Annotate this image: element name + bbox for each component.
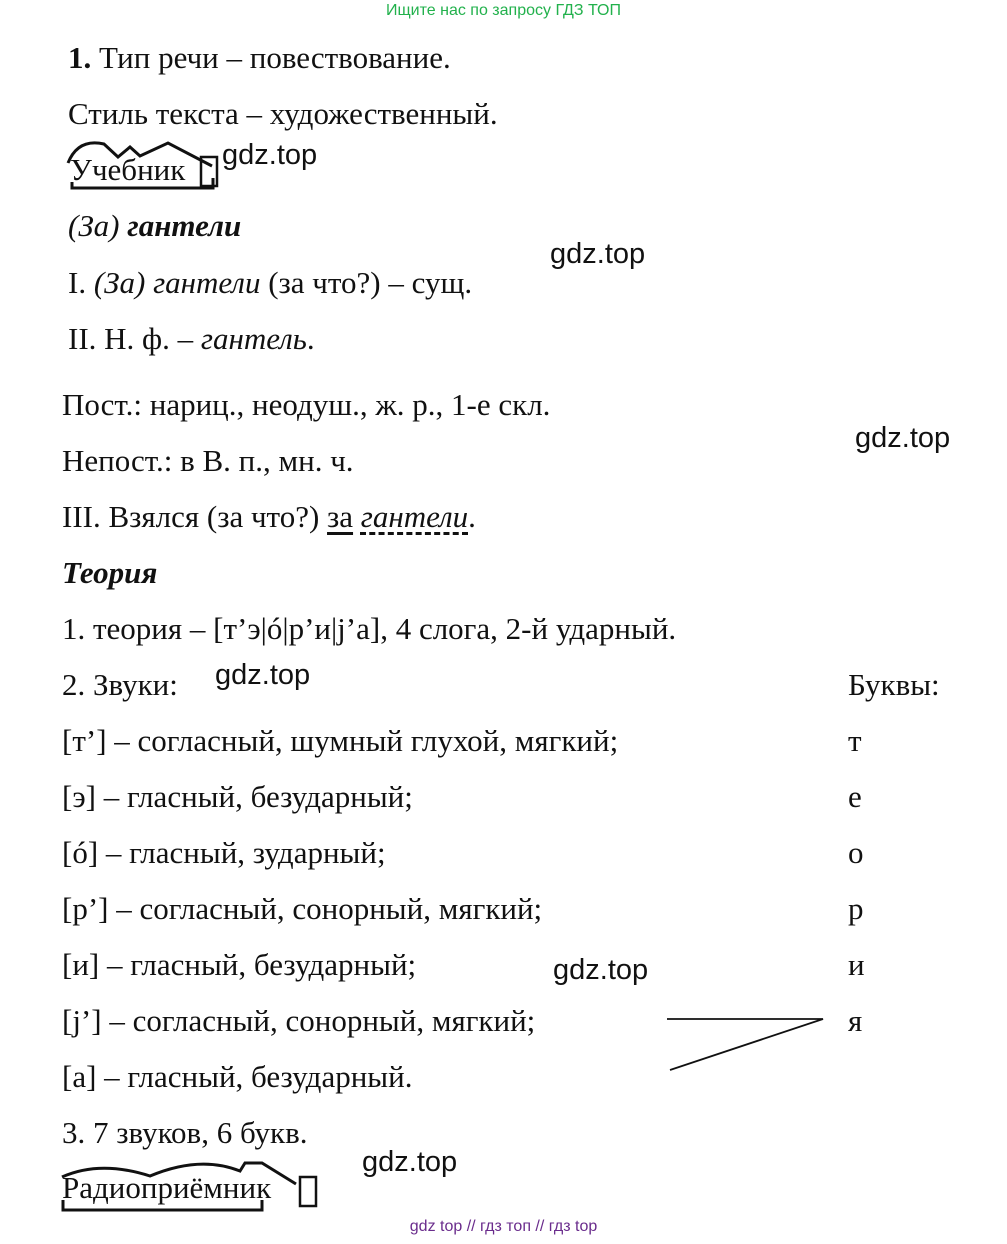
watermark: gdz.top	[215, 659, 311, 691]
text: .	[306, 321, 315, 356]
constant-features: Пост.: нариц., неодуш., ж. р., 1-е скл.	[62, 387, 551, 422]
letter: т	[848, 723, 862, 758]
letter: я	[848, 1003, 863, 1038]
theory-transcription: 1. теория – [т’э|ó|р’и|j’а], 4 слога, 2-й ударный.	[62, 611, 677, 646]
sounds-heading: 2. Звуки:	[62, 667, 178, 702]
null-ending-box	[300, 1177, 316, 1206]
letters-heading: Буквы:	[848, 667, 940, 702]
morpheme-word-uchebnik: Учебник	[70, 152, 186, 187]
watermark: gdz.top	[553, 954, 649, 986]
sound-row: [ó] – гласный, зударный;	[62, 835, 386, 870]
text: .	[468, 499, 476, 534]
text-type: Тип речи – повествование.	[91, 40, 451, 75]
sound-row: [а] – гласный, безударный.	[62, 1059, 413, 1094]
sound-row: [и] – гласный, безударный;	[62, 947, 417, 982]
text: (за что?) – сущ.	[260, 265, 473, 300]
watermark: gdz.top	[855, 422, 951, 454]
sound-row: [р’] – согласный, сонорный, мягкий;	[62, 891, 543, 926]
text: II. Н. ф. –	[68, 321, 201, 356]
sound-row: [т’] – согласный, шумный глухой, мягкий;	[62, 723, 619, 758]
item-number: 1.	[68, 40, 92, 75]
sound-row: [j’] – согласный, сонорный, мягкий;	[62, 1003, 536, 1038]
word: (За) гантели	[93, 265, 261, 300]
title: Теория	[62, 555, 158, 590]
morpheme-word-radiopriemnik: Радиоприёмник	[62, 1170, 272, 1205]
letter: р	[848, 891, 864, 926]
sound-letter-count: 3. 7 звуков, 6 букв.	[62, 1115, 308, 1150]
stem-bracket	[63, 1200, 262, 1210]
footer-links[interactable]: gdz top // гдз топ // гдз top	[409, 1218, 598, 1235]
syllable-link-line	[667, 1019, 823, 1070]
root-arc	[68, 143, 212, 166]
root-arc	[62, 1163, 296, 1184]
watermark: gdz.top	[362, 1146, 458, 1178]
stem-bracket	[72, 178, 213, 188]
roman-1: I.	[68, 265, 94, 300]
preposition: (За)	[68, 208, 128, 243]
text-style-line: Стиль текста – художественный.	[68, 96, 498, 131]
text: III. Взялся (за что?)	[62, 499, 328, 534]
letter: о	[848, 835, 864, 870]
word: гантели	[127, 208, 242, 243]
variable-features: Непост.: в В. п., мн. ч.	[62, 443, 354, 478]
sound-row: [э] – гласный, безударный;	[62, 779, 413, 814]
word: гантель	[200, 321, 307, 356]
word: гантели	[360, 499, 469, 534]
preposition: за	[327, 499, 354, 534]
letter: е	[848, 779, 862, 814]
watermark: gdz.top	[550, 238, 646, 270]
letter: и	[848, 947, 865, 982]
watermark: gdz.top	[222, 139, 318, 171]
header-banner[interactable]: Ищите нас по запросу ГДЗ ТОП	[386, 2, 621, 19]
